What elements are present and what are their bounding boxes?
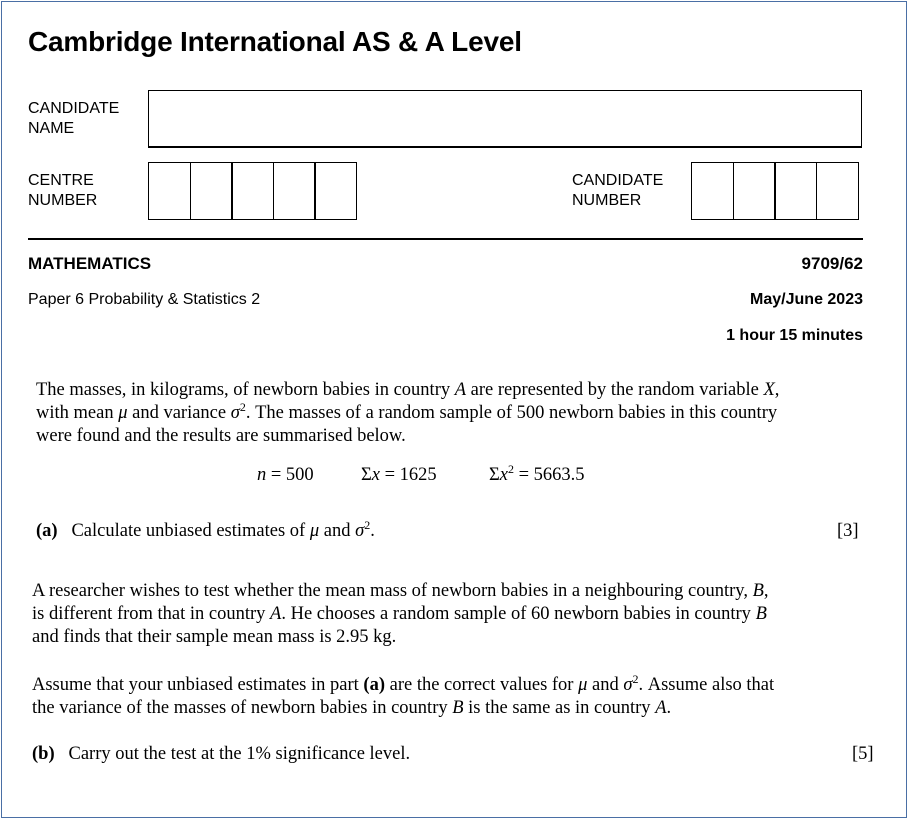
intro-line: with mean μ and variance $\sigma^2$. The masses of a random sample of 500 newborn babies in this country bbox=[36, 400, 778, 423]
candidate-number-cell[interactable] bbox=[691, 162, 734, 220]
candidate-number-cell[interactable] bbox=[816, 162, 859, 220]
board-title: Cambridge International AS & A Level bbox=[28, 26, 522, 57]
summary-n: n = 500 bbox=[257, 465, 314, 485]
researcher-paragraph bbox=[32, 580, 882, 649]
candidate-name-label: CANDIDATE NAME bbox=[28, 100, 120, 137]
exam-duration: 1 hour 15 minutes bbox=[726, 327, 863, 344]
exam-session: May/June 2023 bbox=[750, 291, 863, 308]
centre-number-cell[interactable] bbox=[190, 162, 233, 220]
centre-number-cell[interactable] bbox=[273, 162, 316, 220]
header-divider bbox=[28, 238, 863, 240]
centre-number-cell[interactable] bbox=[148, 162, 191, 220]
candidate-name-field[interactable] bbox=[148, 90, 862, 148]
paper-code: 9709/62 bbox=[801, 254, 863, 273]
researcher-line: and finds that their sample mean mass is 2.95 kg. bbox=[32, 627, 397, 647]
researcher-line: is different from that in country A. He chooses a random sample of 60 newborn babies in country B bbox=[32, 604, 767, 624]
researcher-line: A researcher wishes to test whether the mean mass of newborn babies in a neighbouring country, B, bbox=[32, 581, 769, 601]
centre-number-label: CENTRE NUMBER bbox=[28, 172, 98, 209]
candidate-number-boxes[interactable] bbox=[691, 162, 859, 220]
candidate-number-cell[interactable] bbox=[733, 162, 776, 220]
part-b: (b) Carry out the test at the 1% significance level. bbox=[32, 744, 411, 764]
assume-line: the variance of the masses of newborn babies in country B is the same as in country A. bbox=[32, 698, 672, 718]
intro-line: were found and the results are summarised below. bbox=[36, 426, 406, 446]
paper-name: Paper 6 Probability & Statistics 2 bbox=[28, 291, 261, 308]
part-b-label: (b) bbox=[32, 744, 55, 764]
intro-line: The masses, in kilograms, of newborn babies in country A are represented by the random variable X, bbox=[36, 380, 780, 400]
part-a-marks: [3] bbox=[837, 521, 859, 541]
part-b-marks: [5] bbox=[852, 744, 874, 764]
assume-line: Assume that your unbiased estimates in part (a) are the correct values for μ and $\sigma^2$. Assume also that bbox=[32, 672, 775, 695]
assume-paragraph bbox=[32, 674, 882, 720]
summary-sum-x: Σx = 1625 bbox=[361, 465, 437, 485]
candidate-number-cell[interactable] bbox=[774, 162, 817, 220]
candidate-number-label: CANDIDATE NUMBER bbox=[572, 172, 664, 209]
subject-title: MATHEMATICS bbox=[28, 254, 152, 273]
part-a-label: (a) bbox=[36, 521, 58, 541]
centre-number-boxes[interactable] bbox=[148, 162, 357, 220]
centre-number-cell[interactable] bbox=[314, 162, 357, 220]
question-intro bbox=[36, 379, 866, 448]
part-a: (a) Calculate unbiased estimates of μ and $\sigma^2$. bbox=[36, 518, 375, 541]
summary-sum-x2: $\Sigma x^2 = 5663.5$ bbox=[489, 462, 585, 485]
centre-number-cell[interactable] bbox=[231, 162, 274, 220]
